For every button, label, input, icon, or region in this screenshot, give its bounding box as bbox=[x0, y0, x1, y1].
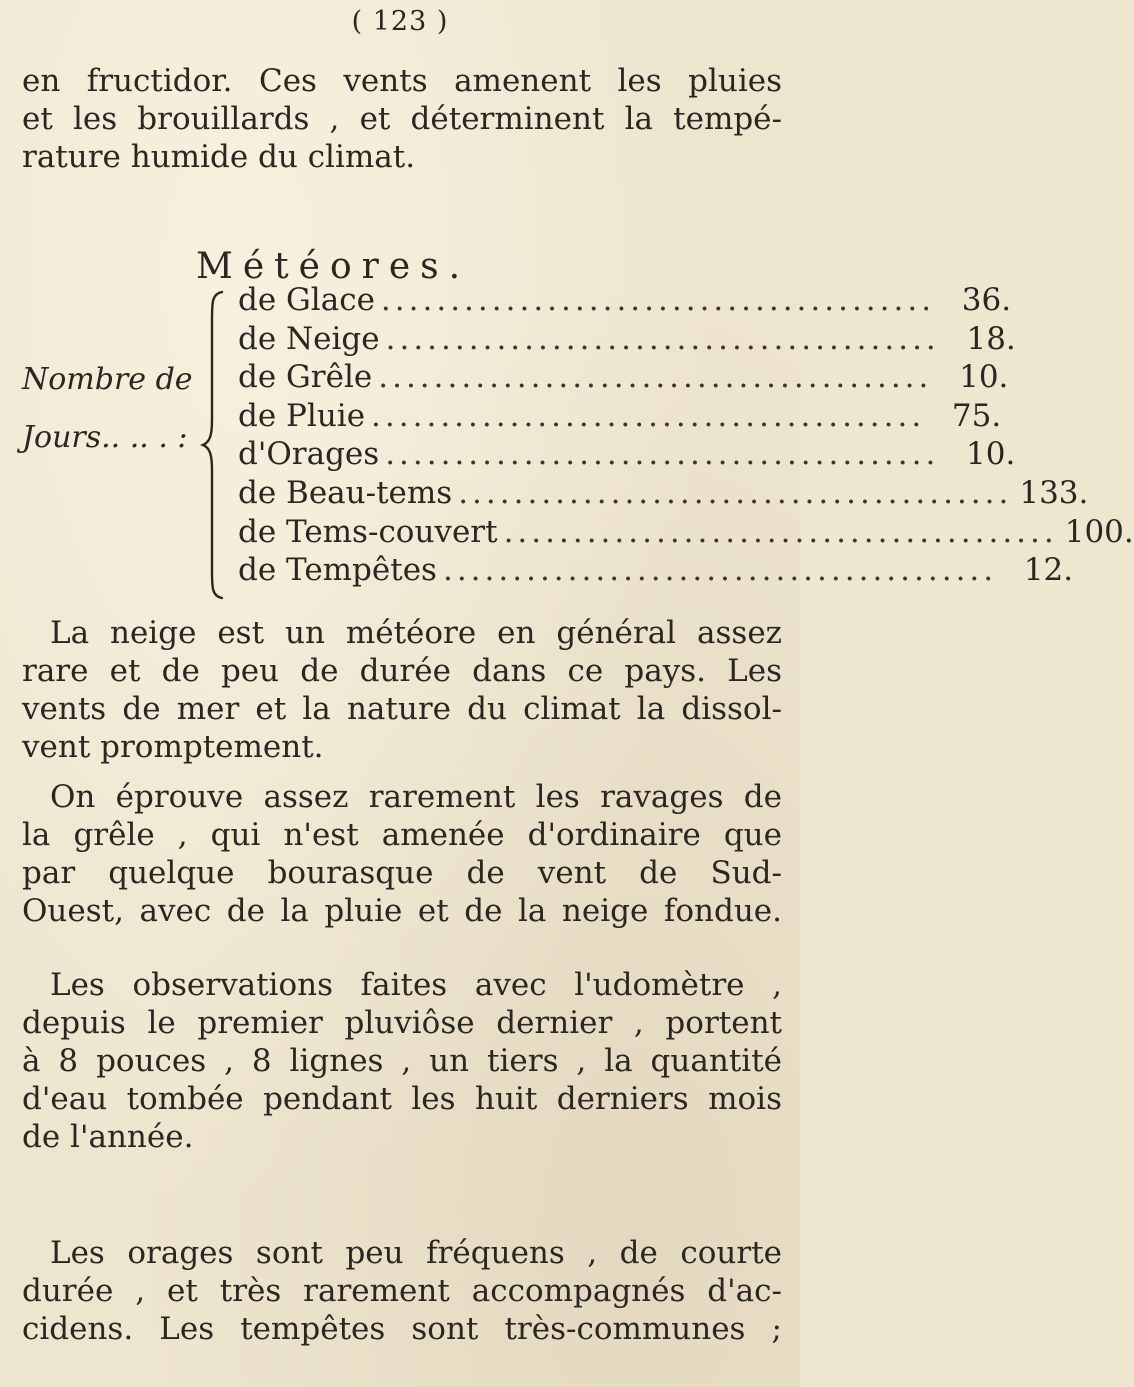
text-line: de l'année. bbox=[22, 1119, 194, 1155]
text-line: par quelque bourasque de vent de Sud- bbox=[22, 855, 782, 891]
weather-days-table bbox=[238, 282, 1134, 591]
text-line: depuis le premier pluviôse dernier , portent bbox=[22, 1005, 782, 1041]
row-label: de Neige bbox=[238, 320, 380, 357]
row-value: 12. bbox=[1023, 552, 1074, 589]
section-heading: Météores. bbox=[196, 246, 471, 287]
intro-text bbox=[22, 62, 782, 176]
dot-leader: ........................................ bbox=[380, 282, 936, 318]
dot-leader: ........................................ bbox=[385, 436, 940, 473]
table-row bbox=[238, 474, 1089, 514]
curly-brace-icon bbox=[200, 290, 230, 600]
text-line: en fructidor. Ces vents amenent les pluies bbox=[22, 63, 782, 99]
row-value: 10. bbox=[959, 359, 1009, 396]
row-value: 10. bbox=[966, 436, 1016, 473]
table-row bbox=[238, 397, 1002, 437]
text-line: et les brouillards , et déterminent la tempé- bbox=[22, 101, 782, 137]
paragraph-snow bbox=[22, 614, 782, 766]
text-line: On éprouve assez rarement les ravages de bbox=[50, 779, 782, 815]
text-line: Les observations faites avec l'udomètre , bbox=[50, 967, 782, 1003]
table-row bbox=[238, 359, 1009, 398]
row-label: de Tempêtes bbox=[238, 552, 437, 589]
table-row bbox=[238, 436, 1016, 475]
text-line: Les orages sont peu fréquens , de courte bbox=[50, 1235, 782, 1271]
text-line: vents de mer et la nature du climat la dissol- bbox=[22, 691, 782, 727]
row-value: 18. bbox=[966, 320, 1016, 357]
table-label-line1: Nombre de bbox=[22, 362, 193, 397]
row-value: 133. bbox=[1019, 474, 1089, 511]
row-value: 36. bbox=[961, 282, 1012, 318]
row-label: de Pluie bbox=[238, 397, 366, 434]
page-number: ( 123 ) bbox=[351, 6, 449, 37]
row-label: d'Orages bbox=[238, 436, 380, 473]
text-line: La neige est un météore en général assez bbox=[50, 615, 782, 651]
table-row bbox=[238, 320, 1016, 360]
dot-leader: ........................................ bbox=[385, 320, 940, 357]
text-line: la grêle , qui n'est amenée d'ordinaire que bbox=[22, 817, 782, 853]
row-label: de Tems-couvert bbox=[238, 513, 498, 550]
paragraph-rain-gauge bbox=[22, 966, 782, 1156]
dot-leader: ........................................ bbox=[378, 359, 933, 396]
table-row bbox=[238, 282, 1012, 321]
dot-leader: ........................................ bbox=[442, 552, 998, 589]
paragraph-storms bbox=[22, 1234, 782, 1348]
text-line: rature humide du climat. bbox=[22, 139, 416, 175]
paragraph-hail bbox=[22, 778, 782, 930]
row-label: de Glace bbox=[238, 282, 375, 318]
table-row bbox=[238, 513, 1134, 553]
text-line: cidens. Les tempêtes sont très-communes ; bbox=[22, 1311, 782, 1347]
dot-leader: ........................................ bbox=[371, 397, 926, 434]
row-value: 100. bbox=[1064, 513, 1134, 550]
dot-leader: ........................................ bbox=[458, 474, 1013, 511]
text-line: Ouest, avec de la pluie et de la neige fondue. bbox=[22, 893, 782, 929]
row-label: de Beau-tems bbox=[238, 474, 453, 511]
row-label: de Grêle bbox=[238, 359, 373, 396]
text-line: à 8 pouces , 8 lignes , un tiers , la quantité bbox=[22, 1043, 782, 1079]
row-value: 75. bbox=[951, 397, 1002, 434]
text-line: durée , et très rarement accompagnés d'ac- bbox=[22, 1273, 782, 1309]
table-label-line2: Jours.. .. . : bbox=[22, 420, 188, 455]
text-line: d'eau tombée pendant les huit derniers mois bbox=[22, 1081, 782, 1117]
table-row bbox=[238, 552, 1074, 591]
dot-leader: ........................................ bbox=[503, 513, 1058, 550]
text-line: rare et de peu de durée dans ce pays. Les bbox=[22, 653, 782, 689]
text-line: vent promptement. bbox=[22, 729, 324, 765]
